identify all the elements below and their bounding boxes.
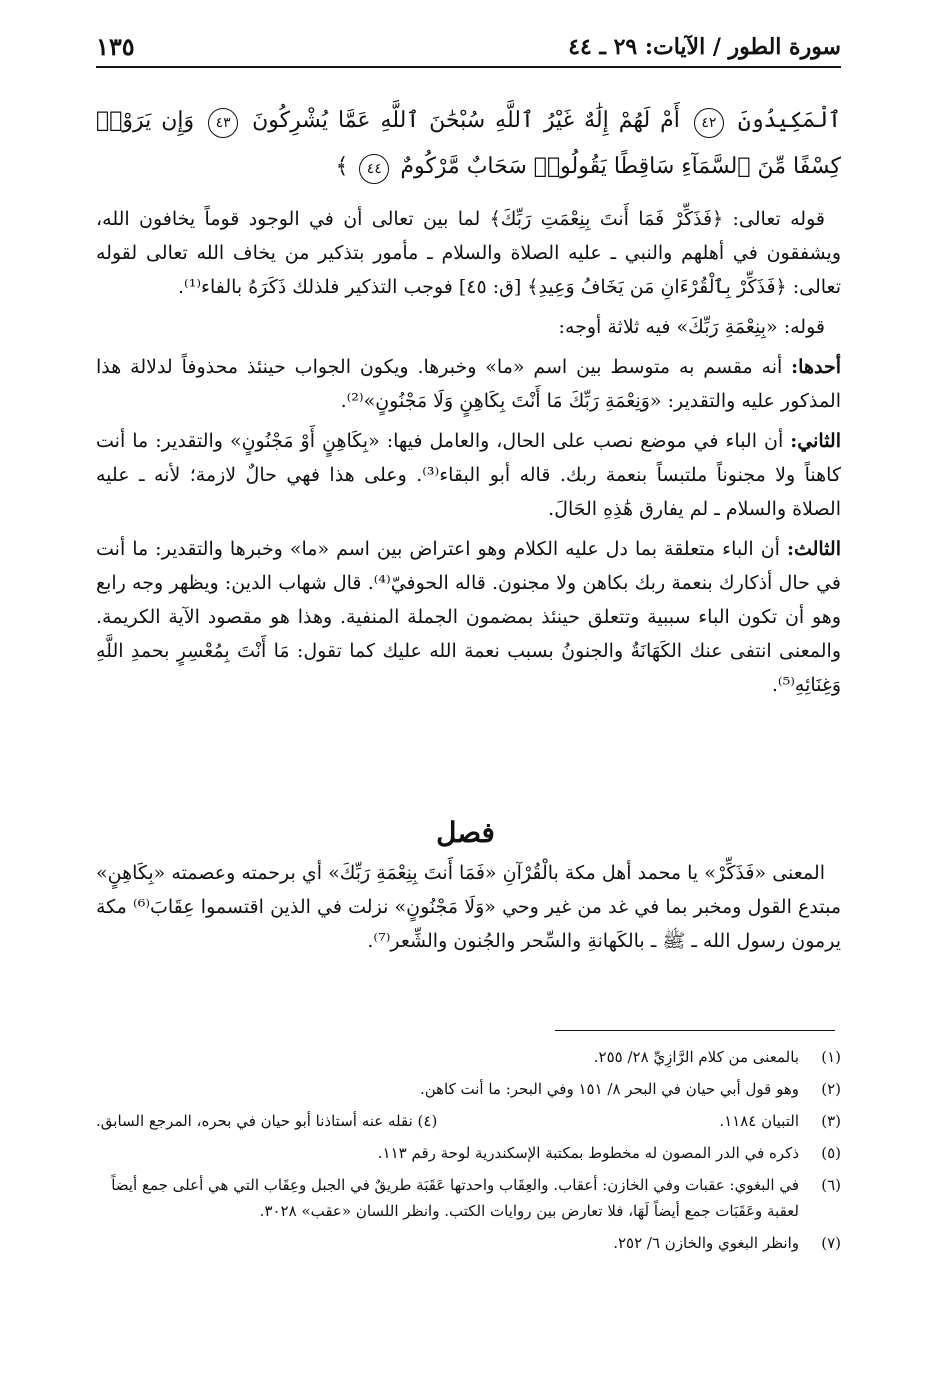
section-heading: فصل — [436, 816, 495, 849]
wajh-label: الثاني: — [790, 430, 841, 452]
wajh-label: الثالث: — [786, 538, 841, 560]
verse-text: أَمْ لَهُمْ إِلَٰهٌ غَيْرُ ٱللَّهِ سُبْحَٰنَ ٱللَّهِ عَمَّا يُشْرِكُونَ — [252, 108, 680, 133]
section-body — [96, 856, 841, 958]
footnote — [96, 1230, 841, 1256]
header-title: سورة الطور / الآيات: ٢٩ ـ ٤٤ — [568, 34, 841, 60]
header-rule — [96, 66, 841, 68]
wajh-paragraph — [96, 424, 841, 526]
verse-number-marker: ٤٣ — [208, 108, 238, 138]
paragraph: المعنى «فَذَكِّرْ» يا محمد أهل مكة بالْقُرْآنِ «فَمَا أَنتَ بِنِعْمَةِ رَبِّكَ» أي برحمته وعصمته «بِكَاهِنٍ» مبتدع القول ومخبر بما في غد من غير وحي «وَلَا مَجْنُونٍ» نزلت في الذين اقتسموا عِقَابَ⁽⁶⁾ مكة يرمون رسول الله ـ ﷺ ـ بالكَهانةِ والسِّحر والجُنون والشِّعر⁽⁷⁾. — [96, 862, 842, 952]
footnote-text: ذكره في الدر المصون له مخطوط بمكتبة الإسكندرية لوحة رقم ١١٣. — [377, 1144, 799, 1162]
verse-text: ٱلْمَكِيدُونَ — [737, 108, 841, 133]
running-header — [96, 30, 841, 70]
footnotes — [96, 1044, 841, 1262]
footnote-number: (٧) — [821, 1234, 841, 1252]
wajh-text: أن الباء متعلقة بما دل عليه الكلام وهو اعتراض بين اسم «ما» وخبرها والتقدير: ما أنت في حال أذكارك بنعمة ربك بكاهن ولا مجنون. قاله الحوفيّ⁽⁴⁾. قال شهاب الدين: ويظهر وجه رابع وهو أن تكون الباء سببية وتتعلق حينئذ بمضمون الجملة المنفية. وهذا هو مقصود الآية الكريمة. والمعنى انتفى عنك الكَهَانَةُ والجنونُ بسبب نعمة الله عليك كما تقول: مَا أَنْتَ بِمُعْسِرٍ بحمدِ اللَّهِ وَغِنَائِهِ⁽⁵⁾. — [96, 538, 841, 696]
footnote-number: (١) — [821, 1048, 841, 1066]
verse-text: وَإِن يَرَوْا۟ كِسْفًا مِّنَ ٱلسَّمَآءِ سَاقِطًا — [96, 108, 841, 179]
verse-number-marker: ٤٢ — [694, 108, 724, 138]
footnote-number: (٢) — [821, 1080, 841, 1098]
footnote-text: التبيان ١١٨٤. — [719, 1112, 799, 1130]
footnote — [96, 1172, 841, 1224]
footnote-text: وانظر البغوي والخازن ٦/ ٢٥٢. — [613, 1234, 799, 1252]
footnote-row — [96, 1108, 841, 1134]
footnote-number: (٥) — [821, 1144, 841, 1162]
verse-text: يَقُولُوا۟ سَحَابٌ مَّرْكُومٌ — [400, 154, 607, 179]
footnote — [719, 1108, 841, 1134]
paragraph: قوله تعالى: ﴿فَذَكِّرْ فَمَا أَنتَ بِنِعْمَتِ رَبِّكَ﴾ لما بين تعالى أن في الوجود قوماً يخافون الله، ويشفقون في أهلهم والنبي ـ عليه الصلاة والسلام ـ مأمور بتذكير من يخاف الله تعالى لقوله تعالى: ﴿فَذَكِّرْ بِٱلْقُرْءَانِ مَن يَخَافُ وَعِيدِ﴾ [ق: ٤٥] فوجب التذكير فلذلك ذَكَرَهُ بالفاء⁽¹⁾. — [96, 208, 841, 298]
verse-close-bracket: ﴾ — [335, 154, 349, 179]
wajh-paragraph — [96, 532, 841, 702]
footnote-text: في البغوي: عقبات وفي الخازن: أعقاب. والعِقَاب واحدتها عَقَبَة طريقٌ في الجبل وعِقَاب التي هي أعلى جمع أيضاً لعقبة وعَقَبَات جمع أيضاً لَهَا، فلا تعارض بين روايات الكتب. وانظر اللسان «عقب» ٣٠٢٨. — [111, 1176, 799, 1220]
footnote-separator — [555, 1030, 835, 1031]
paragraph: قوله: «بِنِعْمَةِ رَبِّكَ» فيه ثلاثة أوجه: — [558, 316, 825, 338]
wajh-paragraph — [96, 350, 841, 418]
footnote-number: (٦) — [821, 1176, 841, 1194]
quran-verse-block — [96, 98, 841, 190]
commentary-body — [96, 202, 841, 708]
wajh-text: أنه مقسم به متوسط بين اسم «ما» وخبرها. ويكون الجواب حينئذ محذوفاً لدلالة هذا المذكور عليه والتقدير: «وَنِعْمَةِ رَبِّكَ مَا أَنْتَ بِكَاهِنٍ وَلَا مَجْنُونٍ»⁽²⁾. — [96, 356, 841, 412]
page-number: ١٣٥ — [96, 32, 135, 61]
footnote — [96, 1044, 841, 1070]
footnote — [96, 1140, 841, 1166]
wajh-text: أن الباء في موضع نصب على الحال، والعامل فيها: «بِكَاهِنٍ أَوْ مَجْنُونٍ» والتقدير: ما أنت كاهناً ولا مجنوناً ملتبساً بنعمة ربك. قاله أبو البقاء⁽³⁾. وعلى هذا فهي حالٌ لازمة؛ لأنه ـ عليه الصلاة والسلام ـ لم يفارق هَٰذِهِ الحَالَ. — [96, 430, 841, 520]
footnote — [96, 1076, 841, 1102]
verse-number-marker: ٤٤ — [359, 154, 389, 184]
footnote-number: (٣) — [821, 1112, 841, 1130]
footnote-text: بالمعنى من كلام الرَّازِيِّ ٢٨/ ٢٥٥. — [593, 1048, 799, 1066]
footnote: (٤) نقله عنه أستاذنا أبو حيان في بحره، المرجع السابق. — [96, 1112, 438, 1130]
wajh-label: أحدها: — [791, 356, 841, 378]
footnote-text: وهو قول أبي حيان في البحر ٨/ ١٥١ وفي البحر: ما أنت كاهن. — [419, 1080, 799, 1098]
